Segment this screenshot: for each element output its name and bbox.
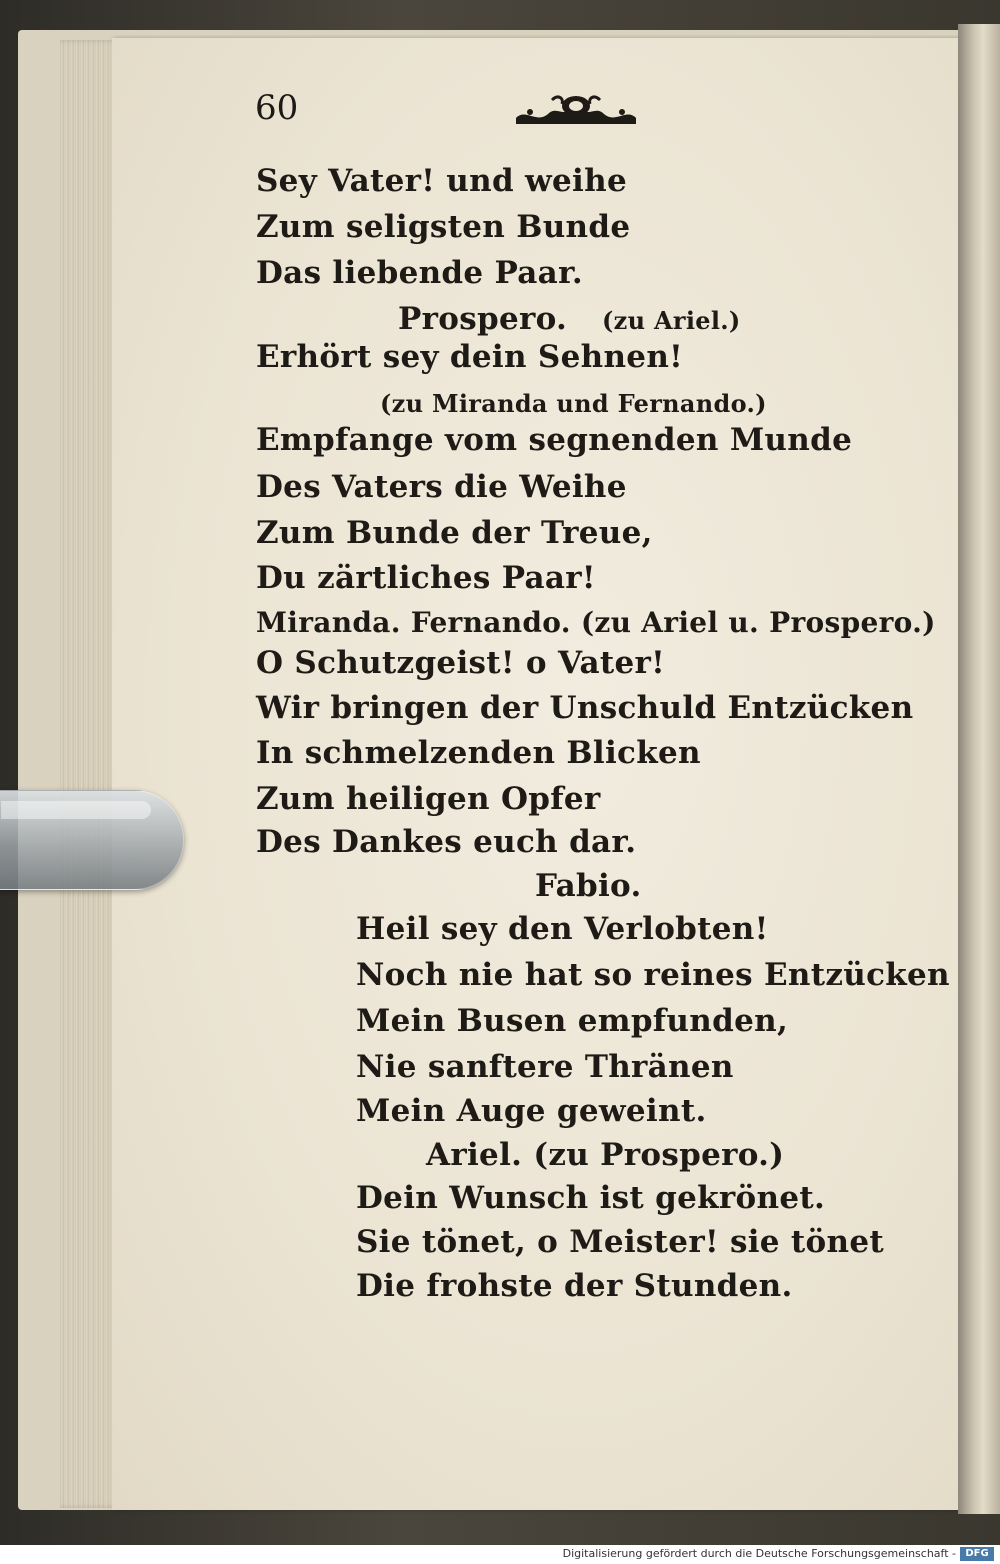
text-line-2: Zum seligsten Bunde <box>256 209 631 245</box>
text-line-21: Die frohste der Stunden. <box>356 1268 793 1304</box>
printer-ornament-icon <box>512 90 640 132</box>
page-number: 60 <box>255 88 299 128</box>
text-line-17: Nie sanftere Thränen <box>356 1049 734 1085</box>
text-line-15: Noch nie hat so reines Entzücken <box>356 957 950 993</box>
text-line-14: Heil sey den Verlobten! <box>356 911 769 947</box>
text-line-10: Wir bringen der Unschuld Entzücken <box>256 690 914 726</box>
speaker-prospero: Prospero. <box>398 301 568 337</box>
text-line-6: Des Vaters die Weihe <box>256 469 627 505</box>
text-line-8: Du zärtliches Paar! <box>256 560 596 596</box>
text-line-4: Erhört sey dein Sehnen! <box>256 339 684 375</box>
facing-page-edge <box>958 24 1000 1514</box>
text-line-16: Mein Busen empfunden, <box>356 1003 789 1039</box>
text-line-9: O Schutzgeist! o Vater! <box>256 645 666 681</box>
text-line-3: Das liebende Paar. <box>256 255 583 291</box>
text-line-11: In schmelzenden Blicken <box>256 735 701 771</box>
stage-direction-2: (zu Miranda und Fernando.) <box>380 389 767 418</box>
dfg-logo-icon: DFG <box>960 1547 994 1561</box>
text-line-7: Zum Bunde der Treue, <box>256 515 653 551</box>
speaker-fabio: Fabio. <box>535 868 642 904</box>
speaker-ariel: Ariel. (zu Prospero.) <box>426 1137 785 1173</box>
text-line-1: Sey Vater! und weihe <box>256 163 627 199</box>
footer-bar <box>0 1545 1000 1564</box>
text-line-13: Des Dankes euch dar. <box>256 824 637 860</box>
page-stack-edge <box>60 40 120 1508</box>
stage-direction-1: (zu Ariel.) <box>602 306 741 335</box>
text-line-19: Dein Wunsch ist gekrönet. <box>356 1180 826 1216</box>
text-line-20: Sie tönet, o Meister! sie tönet <box>356 1224 884 1260</box>
footer-credit: Digitalisierung gefördert durch die Deutsche Forschungsgemeinschaft - <box>562 1547 956 1560</box>
text-line-18: Mein Auge geweint. <box>356 1093 707 1129</box>
speakers-miranda-fernando: Miranda. Fernando. (zu Ariel u. Prospero.) <box>256 606 936 639</box>
text-line-5: Empfange vom segnenden Munde <box>256 422 853 458</box>
clip-highlight <box>1 801 151 819</box>
page-holder-clip <box>0 790 184 890</box>
text-line-12: Zum heiligen Opfer <box>256 781 601 817</box>
